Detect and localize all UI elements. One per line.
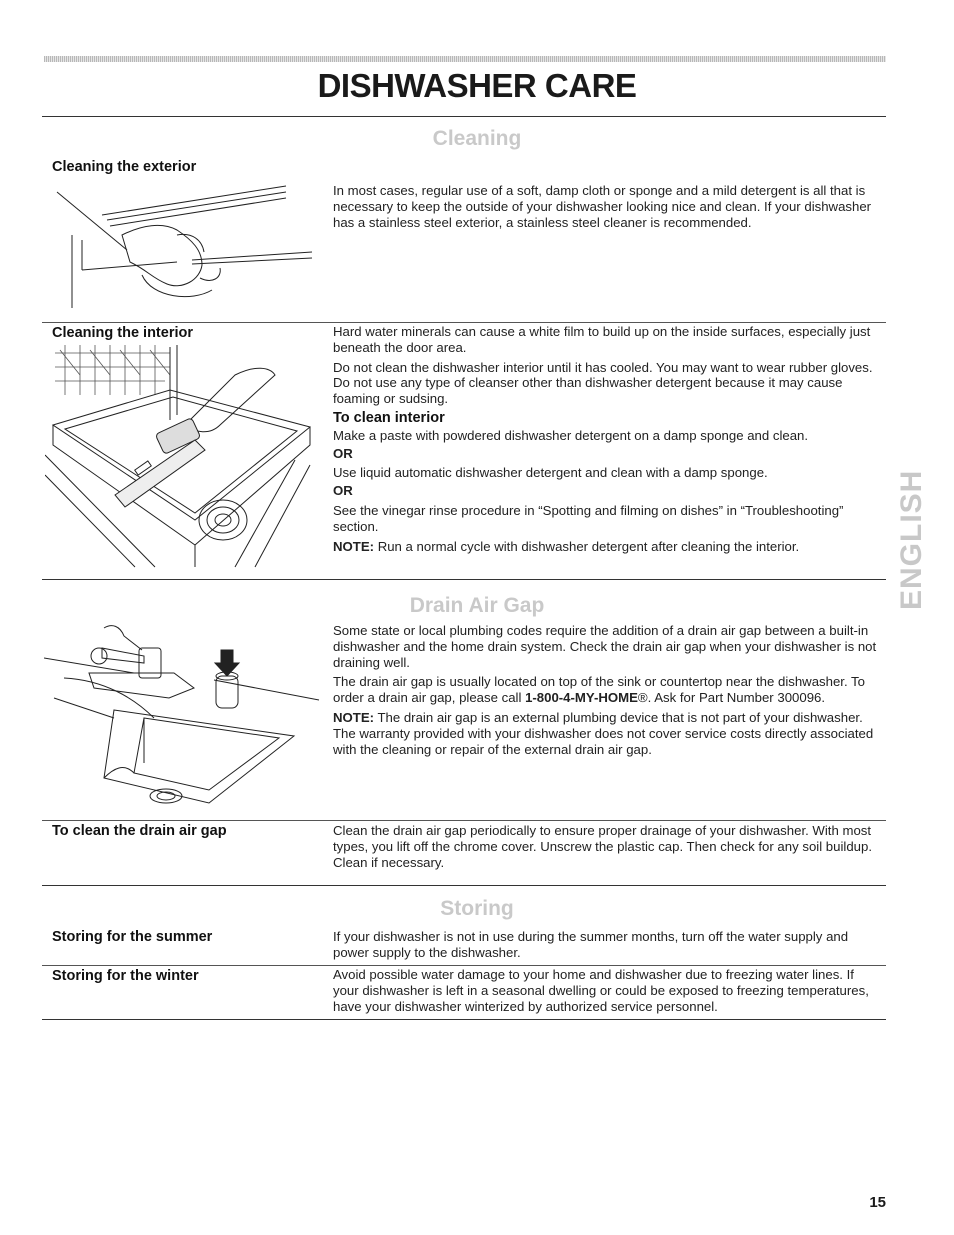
drain-part-text: ®. Ask for Part Number 300096.: [637, 690, 826, 706]
subheading-clean-drain-air-gap: To clean the drain air gap: [52, 823, 227, 839]
text-drain-air-gap: [333, 623, 881, 761]
drain-order-text: The drain air gap is usually located on top of the sink or countertop near the dishwasher. To order a drain air gap, please call: [333, 674, 865, 706]
note-interior-text: Run a normal cycle with dishwasher detergent after cleaning the interior.: [374, 538, 800, 554]
paragraph-storing-winter: Avoid possible water damage to your home and dishwasher due to freezing water lines. If your dishwasher is left in a seasonal dwelling or could be exposed to freezing temperatures, have your dishwasher winterized by authorized service personnel.: [333, 967, 869, 1014]
step-interior-1: Make a paste with powdered dishwasher detergent on a damp sponge and clean.: [333, 427, 809, 443]
rule-before-drain: [42, 579, 886, 580]
rule-after-storing: [42, 1019, 886, 1020]
subheading-storing-winter: Storing for the winter: [52, 968, 199, 984]
paragraph-interior-2: Do not clean the dishwasher interior until it has cooled. You may want to wear rubber gloves. Do not use any type of cleanser other than dishwasher detergent because it may cause foaming or sudsing.: [333, 359, 873, 407]
note-label: NOTE:: [333, 709, 375, 725]
note-interior: [333, 539, 881, 555]
text-clean-drain-air-gap: [333, 823, 881, 874]
paragraph-storing-summer: If your dishwasher is not in use during the summer months, turn off the water supply and power supply to the dishwasher.: [333, 929, 849, 960]
text-storing-summer: [333, 929, 881, 965]
heading-to-clean-interior: To clean interior: [333, 409, 445, 426]
note-drain: [333, 710, 881, 757]
section-heading-cleaning: Cleaning: [432, 127, 522, 150]
note-label: NOTE:: [333, 538, 375, 554]
subheading-cleaning-exterior: Cleaning the exterior: [52, 159, 197, 175]
or-label-2: OR: [333, 483, 353, 499]
page-number: 15: [869, 1194, 886, 1211]
text-cleaning-exterior: [333, 183, 881, 234]
paragraph-exterior: In most cases, regular use of a soft, damp cloth or sponge and a mild detergent is all that is necessary to keep the outside of your dishwasher looking nice and clean. If your dishwasher has a stainless steel exterior, a stainless steel cleaner is recommended.: [333, 183, 872, 230]
illustration-interior-cleaning: [45, 345, 320, 570]
phone-number: 1-800-4-MY-HOME: [525, 690, 638, 706]
rule-before-storing: [42, 885, 886, 886]
step-interior-2: Use liquid automatic dishwasher detergent and clean with a damp sponge.: [333, 465, 768, 481]
note-drain-text: The drain air gap is an external plumbing device that is not part of your dishwasher. The warranty provided with your dishwasher does not cover service costs directly associated with the cleaning or repair of the external drain air gap.: [333, 709, 874, 757]
illustration-exterior-wipe: [52, 180, 322, 310]
paragraph-drain-2: [333, 674, 881, 706]
paragraph-clean-drain: Clean the drain air gap periodically to ensure proper drainage of your dishwasher. With most types, you lift off the chrome cover. Unscrew the plastic cap. Then check for any soil buildup. Clean if necessary.: [333, 823, 873, 870]
language-side-tab: ENGLISH: [895, 469, 928, 611]
section-heading-drain-air-gap: Drain Air Gap: [409, 594, 545, 617]
rule-after-title: [42, 116, 886, 117]
step-interior-3: See the vinegar rinse procedure in “Spotting and filming on dishes” in “Troubleshooting” section.: [333, 502, 844, 534]
paragraph-interior-1: Hard water minerals can cause a white film to build up on the inside surfaces, especially just beneath the door area.: [333, 324, 871, 355]
rule-before-winter: [42, 965, 886, 966]
subheading-storing-summer: Storing for the summer: [52, 929, 213, 945]
or-label-1: OR: [333, 445, 353, 461]
text-storing-winter: [333, 967, 881, 1018]
paragraph-drain-1: Some state or local plumbing codes require the addition of a drain air gap between a built-in dishwasher and the home drain system. Check the drain air gap when your dishwasher is not draining well.: [333, 623, 877, 670]
page-title: DISHWASHER CARE: [317, 67, 637, 104]
text-cleaning-interior: [333, 324, 881, 558]
top-decorative-rule: [44, 56, 886, 62]
rule-before-drain-clean: [42, 820, 886, 821]
illustration-drain-air-gap: [44, 618, 324, 808]
rule-before-interior: [42, 322, 886, 323]
section-heading-storing: Storing: [440, 897, 514, 920]
subheading-cleaning-interior: Cleaning the interior: [52, 325, 193, 341]
